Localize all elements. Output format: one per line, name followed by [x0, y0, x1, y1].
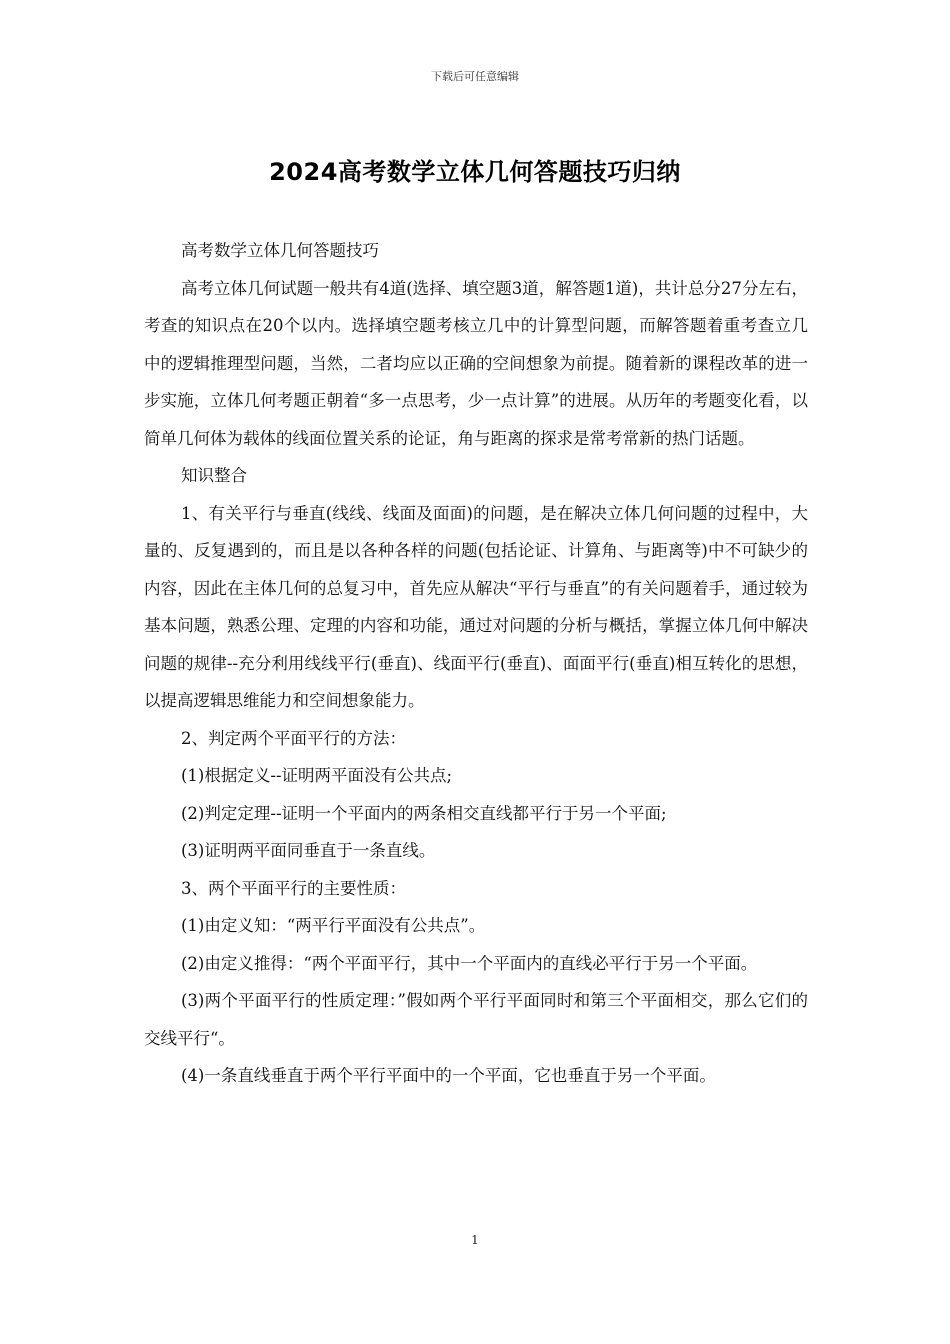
- paragraph-section-heading: 知识整合: [181, 466, 247, 485]
- paragraph-item-2-2: (2)判定定理--证明一个平面内的两条相交直线都平行于另一个平面;: [181, 803, 667, 823]
- paragraph-item-1: 1、有关平行与垂直(线线、线面及面面)的问题，是在解决立体几何问题的过程中，大量的、反复遇到的，而且是以各种各样的问题(包括论证、计算角、与距离等)中不可缺少的内容，因此在主体几何的总复习中，首先应从解决“平行与垂直”的有关问题着手，通过较为基本问题，熟悉公理、定理的内容和功能，通过对问题的分析与概括，掌握立体几何中解决问题的规律--充分利用线线平行(垂直)、线面平行(垂直)、面面平行(垂直)相互转化的思想，以提高逻辑思维能力和空间想象能力。: [144, 503, 808, 710]
- paragraph-item-2: 2、判定两个平面平行的方法：: [181, 728, 406, 748]
- paragraph-item-3-4: (4)一条直线垂直于两个平行平面中的一个平面，它也垂直于另一个平面。: [181, 1066, 716, 1085]
- paragraph-subtitle: 高考数学立体几何答题技巧: [181, 241, 379, 260]
- paragraph-item-3-3: (3)两个平面平行的性质定理：”假如两个平行平面同时和第三个平面相交，那么它们的交线平行“。: [144, 991, 808, 1048]
- paragraph-intro: 高考立体几何试题一般共有4道(选择、填空题3道，解答题1道)，共计总分27分左右，考查的知识点在20个以内。选择填空题考核立几中的计算型问题，而解答题着重考查立几中的逻辑推理型问题，当然，二者均应以正确的空间想象为前提。随着新的课程改革的进一步实施，立体几何考题正朝着“多一点思考，少一点计算”的进展。从历年的考题变化看，以简单几何体为载体的线面位置关系的论证，角与距离的探求是常考常新的热门话题。: [144, 278, 808, 448]
- paragraph-item-3-2: (2)由定义推得：“两个平面平行，其中一个平面内的直线必平行于另一个平面。: [181, 953, 758, 973]
- page-number: 1: [471, 1233, 479, 1247]
- paragraph-item-2-3: (3)证明两平面同垂直于一条直线。: [181, 841, 436, 860]
- paragraph-item-2-1: (1)根据定义--证明两平面没有公共点;: [181, 766, 453, 785]
- paragraph-item-3: 3、两个平面平行的主要性质：: [181, 878, 406, 898]
- document-title: 2024高考数学立体几何答题技巧归纳: [269, 158, 681, 186]
- header-note: 下载后可任意编辑: [431, 70, 519, 83]
- paragraph-item-3-1: (1)由定义知：“两平行平面没有公共点”。: [181, 916, 486, 935]
- document-body: [144, 232, 808, 1095]
